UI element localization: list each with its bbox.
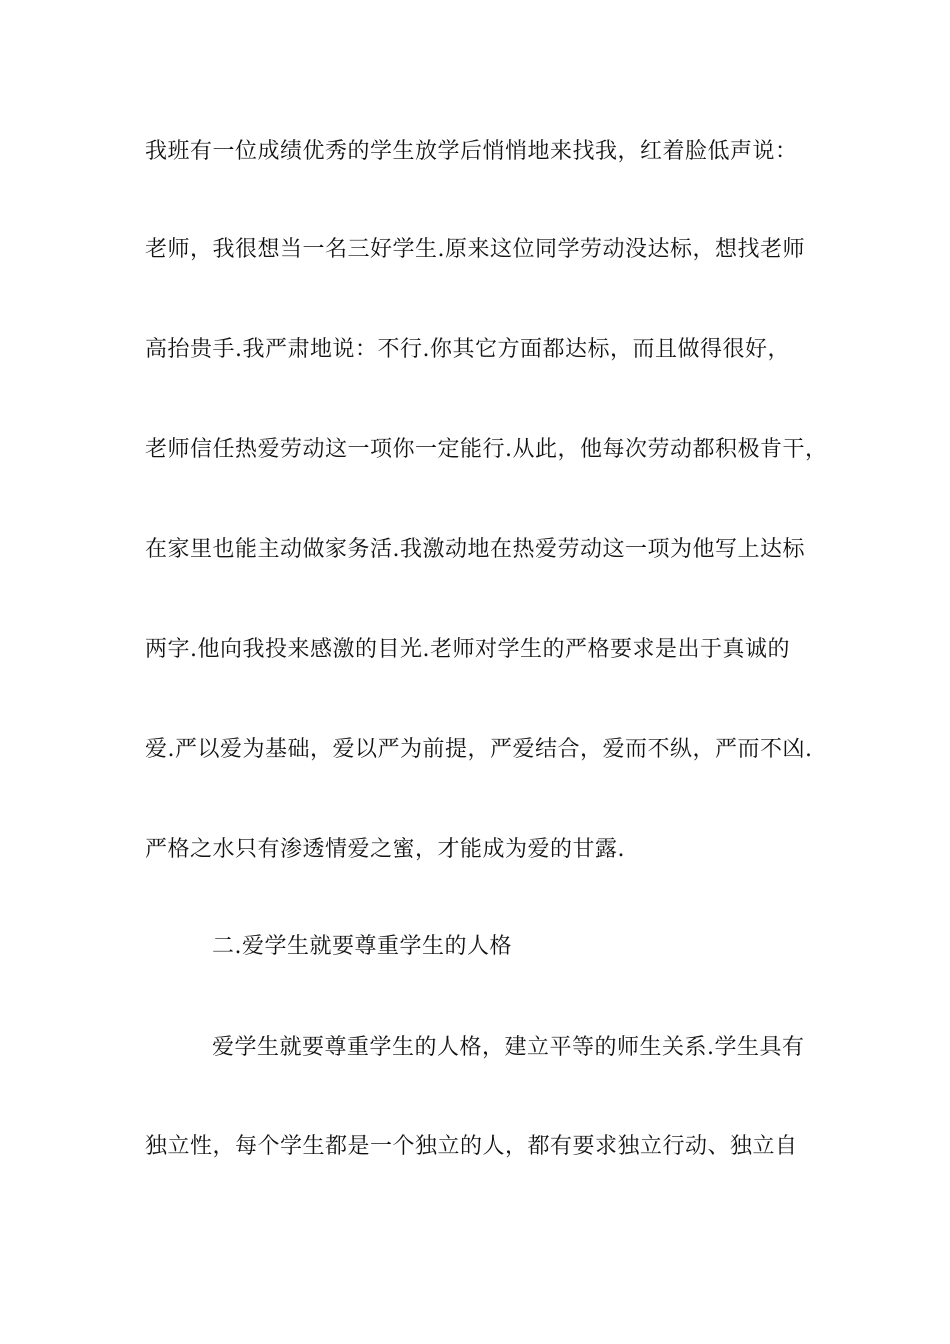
text-line: 老师信任热爱劳动这一项你一定能行.从此，他每次劳动都积极肯干， [145, 437, 828, 462]
text-line: 独立性，每个学生都是一个独立的人，都有要求独立行动、独立自 [145, 1134, 798, 1159]
text-line: 两字.他向我投来感激的目光.老师对学生的严格要求是出于真诚的 [145, 637, 790, 662]
text-line: 老师，我很想当一名三好学生.原来这位同学劳动没达标，想找老师 [145, 237, 805, 262]
text-line: 高抬贵手.我严肃地说：不行.你其它方面都达标，而且做得很好， [145, 337, 790, 362]
text-line: 严格之水只有渗透情爱之蜜，才能成为爱的甘露. [145, 837, 625, 862]
text-line: 爱.严以爱为基础，爱以严为前提，严爱结合，爱而不纵，严而不凶. [145, 737, 813, 762]
text-line: 在家里也能主动做家务活.我激动地在热爱劳动这一项为他写上达标 [145, 537, 805, 562]
text-line: 我班有一位成绩优秀的学生放学后悄悄地来找我，红着脸低声说： [145, 139, 798, 164]
section-heading: 二.爱学生就要尊重学生的人格 [212, 934, 512, 959]
paragraph-first-line: 爱学生就要尊重学生的人格，建立平等的师生关系.学生具有 [212, 1035, 805, 1060]
